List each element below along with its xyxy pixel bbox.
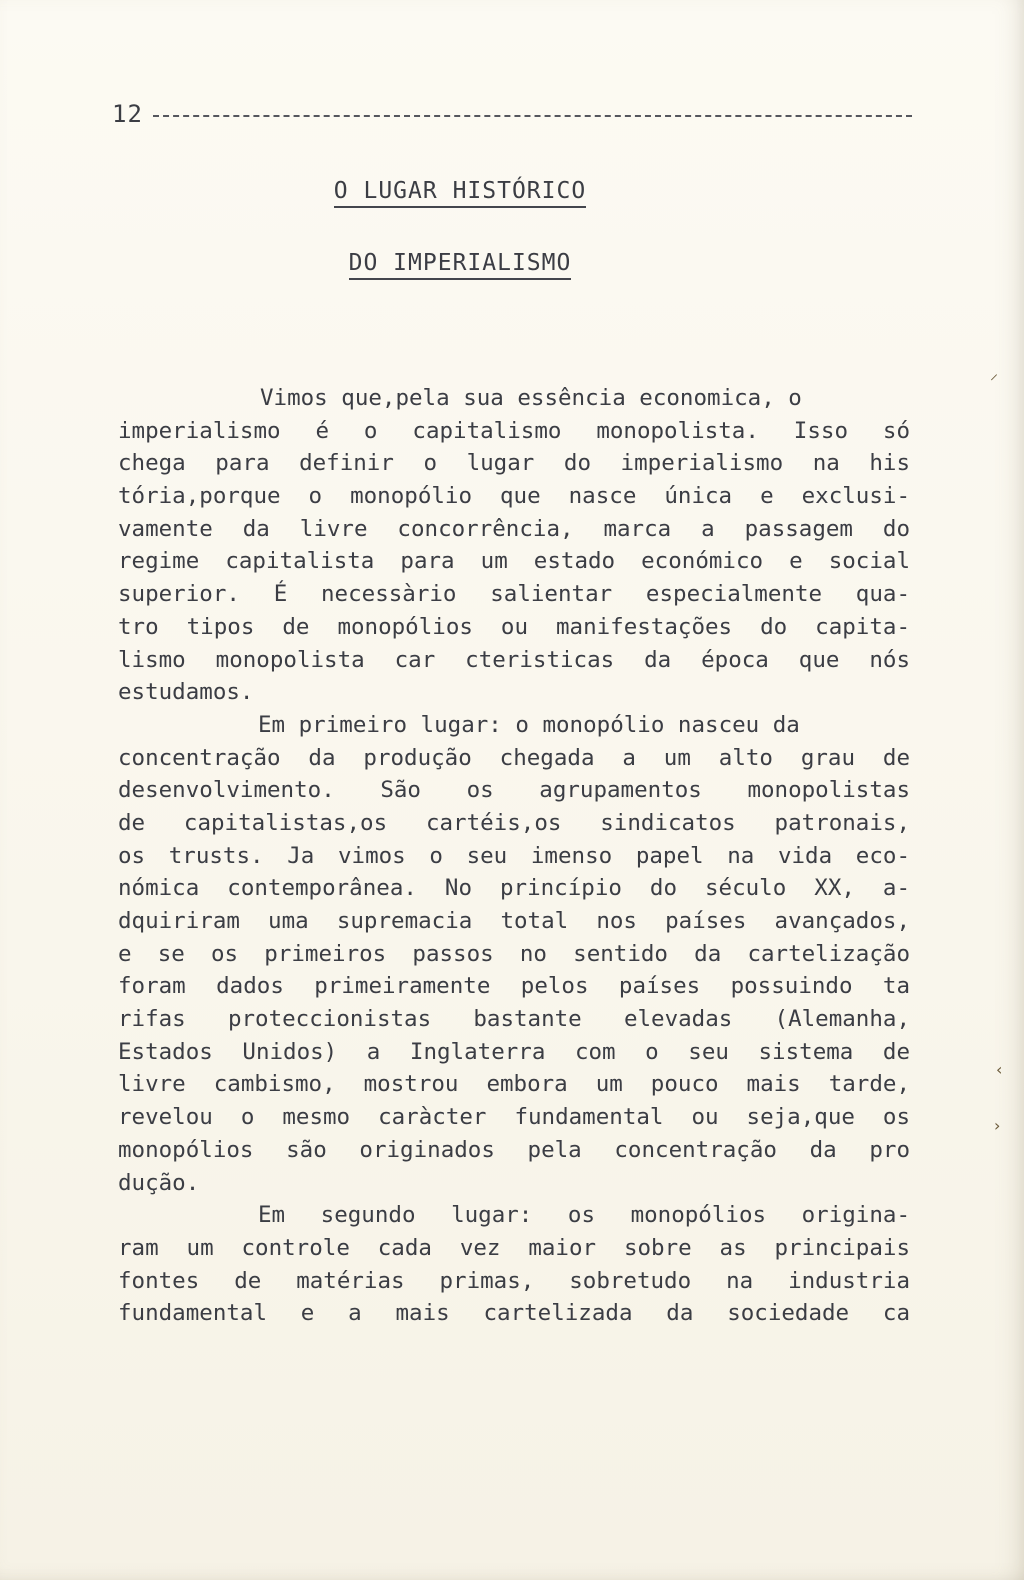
text-line: dquiriram uma supremacia total nos países avançados, bbox=[118, 908, 910, 934]
text-line: chega para definir o lugar do imperialismo na his bbox=[118, 450, 910, 477]
chapter-title-text-2: DO IMPERIALISMO bbox=[349, 250, 572, 280]
text-line: concentração da produção chegada a um alto grau de bbox=[118, 744, 910, 771]
text-line: revelou o mesmo caràcter fundamental ou seja,que os bbox=[118, 1104, 910, 1131]
text-line: tro tipos de monopólios ou manifestações do capita- bbox=[118, 613, 910, 640]
text-line: rifas proteccionistas bastante elevadas (Alemanha, bbox=[118, 1006, 910, 1033]
text-line: Em primeiro lugar: o monopólio nasceu da bbox=[258, 711, 800, 738]
header-dashed-rule bbox=[153, 115, 912, 117]
paper-blemish: ⸝ bbox=[990, 364, 999, 383]
text-line: tória,porque o monopólio que nasce única e exclusi- bbox=[118, 483, 910, 510]
chapter-title-line-1 bbox=[0, 178, 920, 204]
text-line: foram dados primeiramente pelos países possuindo ta bbox=[118, 973, 910, 1000]
text-line: fontes de matérias primas, sobretudo na industria bbox=[118, 1267, 910, 1294]
page-number: 12 bbox=[112, 100, 143, 128]
text-line: e se os primeiros passos no sentido da cartelização bbox=[118, 940, 910, 967]
text-line: os trusts. Ja vimos o seu imenso papel na vida eco- bbox=[118, 842, 910, 869]
text-line: vamente da livre concorrência, marca a passagem do bbox=[118, 515, 910, 542]
text-line: nómica contemporânea. No princípio do século XX, a- bbox=[118, 875, 910, 902]
text-line: de capitalistas,os cartéis,os sindicatos patronais, bbox=[118, 809, 910, 836]
text-line: ram um controle cada vez maior sobre as principais bbox=[118, 1234, 910, 1261]
text-line: fundamental e a mais cartelizada da sociedade ca bbox=[118, 1300, 910, 1327]
text-line: livre cambismo, mostrou embora um pouco mais tarde, bbox=[118, 1071, 910, 1098]
text-line: estudamos. bbox=[118, 679, 254, 706]
text-line: Vimos que,pela sua essência economica, o bbox=[260, 385, 802, 411]
text-line: Em segundo lugar: os monopólios origina- bbox=[258, 1202, 910, 1229]
text-line: lismo monopolista car cteristicas da época que nós bbox=[118, 646, 910, 673]
text-line: Estados Unidos) a Inglaterra com o seu sistema de bbox=[118, 1038, 910, 1065]
text-line: superior. É necessàrio salientar especialmente qua- bbox=[118, 581, 910, 608]
body-text bbox=[118, 382, 910, 1330]
paper-blemish: ‹ bbox=[996, 1060, 1003, 1079]
text-line: regime capitalista para um estado económico e social bbox=[118, 548, 910, 575]
text-line: monopólios são originados pela concentração da pro bbox=[118, 1136, 910, 1163]
text-line: imperialismo é o capitalismo monopolista. Isso só bbox=[118, 417, 910, 444]
page-header bbox=[112, 100, 912, 128]
paper-blemish: › bbox=[994, 1116, 1001, 1135]
chapter-title-line-2 bbox=[0, 250, 920, 276]
text-line: dução. bbox=[118, 1169, 200, 1196]
text-line: desenvolvimento. São os agrupamentos monopolistas bbox=[118, 777, 910, 804]
chapter-title-text-1: O LUGAR HISTÓRICO bbox=[334, 178, 586, 208]
